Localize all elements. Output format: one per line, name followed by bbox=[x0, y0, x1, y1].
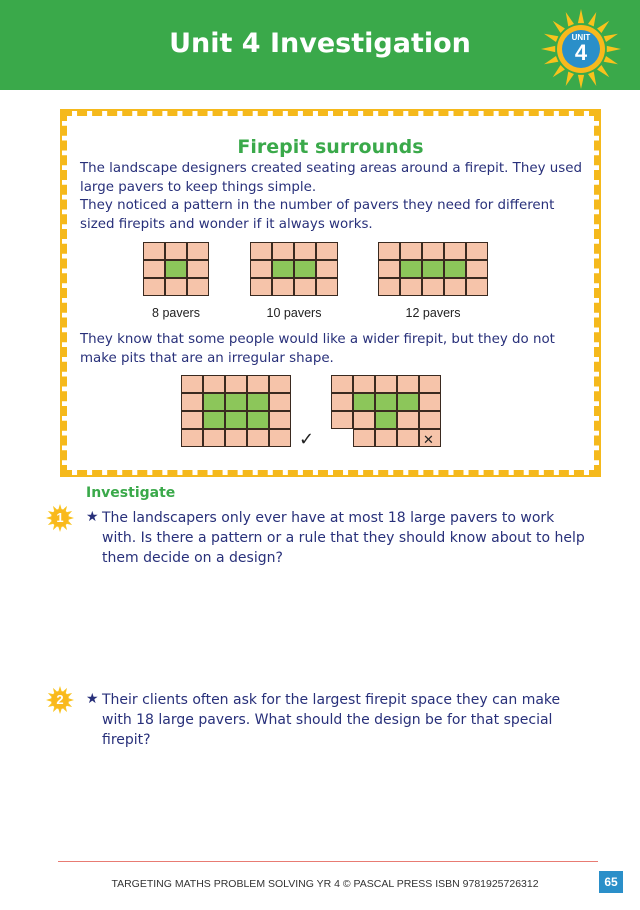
paver-cell bbox=[270, 412, 291, 429]
example-label: 8 pavers bbox=[152, 306, 200, 320]
paver-cell bbox=[270, 376, 291, 393]
paver-cell bbox=[401, 279, 422, 296]
firepit-grid-12-pavers bbox=[378, 242, 488, 296]
question-number: 2 bbox=[56, 692, 64, 707]
firepit-cell bbox=[248, 394, 269, 411]
intro-paragraph-1: The landscape designers created seating areas around a firepit. They used large pavers to keep things simple. bbox=[80, 161, 582, 195]
paver-cell bbox=[295, 279, 316, 296]
card-title: Firepit surrounds bbox=[237, 136, 424, 158]
sun-ray bbox=[566, 72, 574, 86]
sun-ray bbox=[553, 65, 565, 77]
paver-cell bbox=[144, 261, 165, 278]
paver-cell bbox=[445, 243, 466, 260]
paver-cell bbox=[204, 430, 225, 447]
paver-cell bbox=[273, 279, 294, 296]
firepit-grid-10-pavers bbox=[250, 242, 338, 296]
firepit-card bbox=[62, 111, 599, 475]
paver-cell bbox=[420, 376, 441, 393]
paver-cell bbox=[188, 243, 209, 260]
question-text: The landscapers only ever have at most 18 large pavers to work with. Is there a pattern or a rule that they should know about to help them decide on a design? bbox=[102, 510, 585, 566]
paver-cell bbox=[354, 376, 375, 393]
firepit-cell bbox=[248, 412, 269, 429]
firepit-cell bbox=[354, 394, 375, 411]
firepit-cell bbox=[445, 261, 466, 278]
unit-number: 4 bbox=[574, 40, 588, 65]
paver-cell bbox=[332, 394, 353, 411]
paver-cell bbox=[270, 394, 291, 411]
paver-cell bbox=[423, 279, 444, 296]
badge-ray bbox=[58, 686, 61, 691]
badge-ray bbox=[58, 527, 61, 532]
example-label: 12 pavers bbox=[405, 306, 461, 320]
paver-cell bbox=[182, 430, 203, 447]
paver-cell bbox=[420, 394, 441, 411]
paver-cell bbox=[166, 243, 187, 260]
paver-cell bbox=[273, 243, 294, 260]
paver-cell bbox=[226, 376, 247, 393]
firepit-cell bbox=[204, 394, 225, 411]
paver-cell bbox=[379, 261, 400, 278]
paver-cell bbox=[332, 376, 353, 393]
paver-cell bbox=[251, 279, 272, 296]
note-paragraph: They know that some people would like a wider firepit, but they do not make pits that are an irregular shape. bbox=[80, 332, 555, 366]
firepit-cell bbox=[398, 394, 419, 411]
paver-cell bbox=[166, 279, 187, 296]
paver-cell bbox=[248, 430, 269, 447]
paver-cell bbox=[188, 261, 209, 278]
paver-cell bbox=[182, 376, 203, 393]
page-number: 65 bbox=[599, 871, 623, 893]
paver-cell bbox=[467, 261, 488, 278]
paver-cell bbox=[317, 243, 338, 260]
paver-cell bbox=[354, 430, 375, 447]
paver-cell bbox=[317, 279, 338, 296]
paver-cell bbox=[467, 243, 488, 260]
intro-paragraph-2: They noticed a pattern in the number of pavers they need for different sized firepits and wonder if it always works. bbox=[80, 198, 555, 232]
sun-ray bbox=[604, 56, 618, 64]
sun-ray bbox=[588, 12, 596, 26]
paver-cell bbox=[354, 412, 375, 429]
paver-cell bbox=[376, 430, 397, 447]
paver-cell bbox=[423, 243, 444, 260]
paver-cell bbox=[317, 261, 338, 278]
firepit-cell bbox=[204, 412, 225, 429]
question-number: 1 bbox=[56, 510, 64, 525]
sun-ray bbox=[597, 21, 609, 33]
firepit-cell bbox=[376, 412, 397, 429]
sun-ray bbox=[544, 34, 558, 42]
firepit-cell bbox=[273, 261, 294, 278]
paver-cell bbox=[398, 430, 419, 447]
check-icon: ✓ bbox=[299, 429, 315, 450]
sun-ray bbox=[604, 34, 618, 42]
firepit-grid-8-pavers bbox=[143, 242, 209, 296]
firepit-cell bbox=[401, 261, 422, 278]
sun-ray bbox=[588, 72, 596, 86]
paver-cell bbox=[376, 376, 397, 393]
firepit-cell bbox=[166, 261, 187, 278]
sun-ray bbox=[607, 46, 621, 52]
sun-ray bbox=[578, 9, 584, 23]
sun-ray bbox=[597, 65, 609, 77]
paver-cell bbox=[182, 412, 203, 429]
paver-cell bbox=[182, 394, 203, 411]
paver-cell bbox=[332, 412, 353, 429]
paver-cell bbox=[467, 279, 488, 296]
paver-cell bbox=[270, 430, 291, 447]
footer-credit: TARGETING MATHS PROBLEM SOLVING YR 4 © PASCAL PRESS ISBN 9781925726312 bbox=[111, 878, 539, 890]
firepit-cell bbox=[226, 394, 247, 411]
badge-ray bbox=[58, 709, 61, 714]
example-label: 10 pavers bbox=[266, 306, 322, 320]
unit-label: UNIT bbox=[571, 33, 591, 42]
cross-icon: ✕ bbox=[423, 433, 434, 448]
paver-cell bbox=[144, 243, 165, 260]
paver-cell bbox=[188, 279, 209, 296]
page-title: Unit 4 Investigation bbox=[169, 28, 471, 59]
paver-cell bbox=[226, 430, 247, 447]
question-text: Their clients often ask for the largest firepit space they can make with 18 large pavers. What should the design be for that special firepit? bbox=[102, 692, 561, 748]
sun-ray bbox=[553, 21, 565, 33]
paver-cell bbox=[248, 376, 269, 393]
paver-cell bbox=[204, 376, 225, 393]
star-bullet-icon: ★ bbox=[86, 509, 99, 525]
paver-cell bbox=[251, 261, 272, 278]
paver-cell bbox=[251, 243, 272, 260]
firepit-cell bbox=[295, 261, 316, 278]
paver-cell bbox=[401, 243, 422, 260]
paver-cell bbox=[144, 279, 165, 296]
investigate-heading: Investigate bbox=[86, 485, 176, 501]
firepit-cell bbox=[226, 412, 247, 429]
sun-ray bbox=[578, 75, 584, 89]
firepit-cell bbox=[376, 394, 397, 411]
firepit-cell bbox=[423, 261, 444, 278]
badge-ray bbox=[58, 504, 61, 509]
paver-cell bbox=[445, 279, 466, 296]
paver-cell bbox=[398, 376, 419, 393]
paver-cell bbox=[398, 412, 419, 429]
star-bullet-icon: ★ bbox=[86, 691, 99, 707]
sun-ray bbox=[566, 12, 574, 26]
paver-cell bbox=[379, 243, 400, 260]
firepit-grid-wide-valid bbox=[181, 375, 291, 447]
paver-cell bbox=[295, 243, 316, 260]
sun-ray bbox=[541, 46, 555, 52]
paver-cell bbox=[379, 279, 400, 296]
footer-divider bbox=[58, 861, 598, 862]
sun-ray bbox=[544, 56, 558, 64]
paver-cell bbox=[420, 412, 441, 429]
